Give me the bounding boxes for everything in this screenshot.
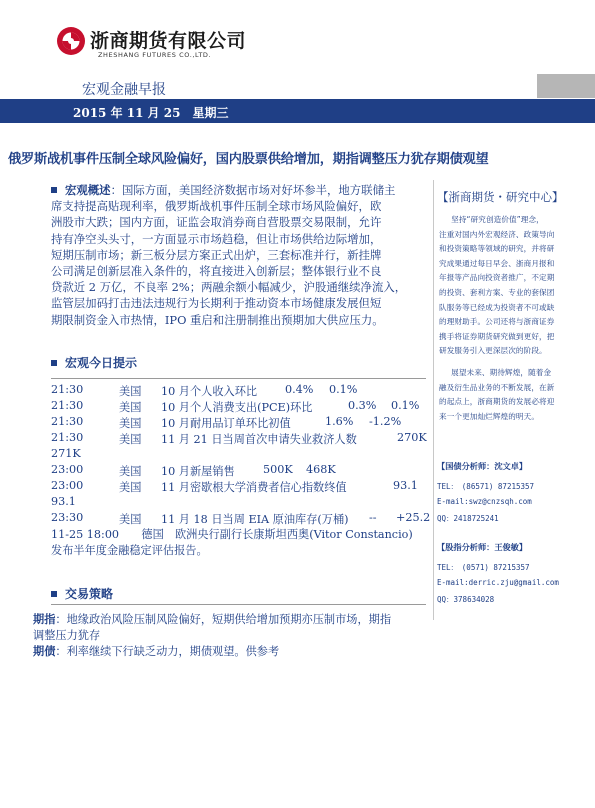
macro-overview [51, 182, 426, 328]
overview-line: 持有净空头头寸，一方面显示市场趋稳，但让市场供给边际增加， [51, 231, 382, 246]
analyst-contact-2 [437, 542, 595, 602]
analyst-heading: 【国债分析师：沈文卓】 [437, 461, 528, 471]
analyst-heading: 【股指分析师：王俊敏】 [437, 542, 528, 552]
overview-line: 席支持提高贴现利率，俄罗斯战机事件压制全球市场风险偏好，欧 [51, 199, 382, 214]
overview-line: 短期压制市场；新三板分层方案正式出炉，三套标准并行，新挂牌 [51, 247, 382, 262]
section-divider [51, 378, 426, 379]
strategy-section-title: 交易策略 [51, 585, 113, 602]
overview-line: 公司满足创新层准入条件的，将直接进入创新层；整体银行业不良 [51, 264, 382, 279]
report-type: 宏观金融早报 [82, 82, 166, 98]
calendar-extra-line: 发布半年度金融稳定评估报告。 [51, 544, 208, 557]
header-gray-block [537, 74, 595, 98]
strategy-index: 期指：地缘政治风险压制风险偏好，短期供给增加预期亦压制市场，期指 调整压力犹存 [33, 613, 392, 642]
analyst-qq: QQ：2418725241 [437, 514, 499, 523]
today-section-title: 宏观今日提示 [51, 354, 137, 371]
calendar-extra-line: 11-25 18:00 德国 欧洲央行副行长康斯坦西奥(Vitor Constancio) [51, 528, 413, 541]
overview-lead: 宏观概述 [65, 183, 111, 197]
sidebar-divider [433, 180, 434, 620]
page-headline: 俄罗斯战机事件压制全球风险偏好，国内股票供给增加，期指调整压力犹存期债观望 [8, 152, 489, 167]
bullet-icon [51, 360, 57, 366]
strategy-bond-label: 期债 [33, 645, 56, 658]
calendar-list: 21:30 美国 10 月个人收入环比 0.4% 0.1% 21:30 美国 10 月个人消费支出(PCE)环比 0.3% 0.1% 21:30 美国 10 月耐用品订单环比初值 1.6% -1.2% 21:30 美国 11 月 21 日当周首次申请失业救济人数 270K 271K 23:00 美国 10 月新屋销售 500K 468K 23:00 美国 11 月密歇根大学消费者信心指数终值 93.1 93.1 23:30 美国 11 月 18 日当周 EIA 原油库存(万桶) -- +25.2 11-25 18:00 德国 欧洲央行副行长康斯坦西奥(Vitor Constancio) 发布半年度金融稳定评估报告。 [51, 383, 451, 553]
report-date: 2015 年 11 月 25 星期三 [73, 106, 229, 120]
overview-line: 宏观概述：国际方面，美国经济数据市场对好坏参半，地方联储主 [51, 182, 426, 198]
company-logo [56, 26, 256, 66]
section-divider [51, 604, 426, 605]
company-name-en: ZHESHANG FUTURES CO.,LTD. [98, 51, 212, 59]
overview-line: 期限制资金入市热情，IPO 重启和注册制推出预期加大供应压力。 [51, 312, 384, 327]
sidebar-intro: 坚持“研究创造价值”理念， 注重对国内外宏观经济、政策导向 和投资策略等领域的研究，并将研 究成果通过每日早会、浙商月报和 年报等产品向投资者推广，不定期 的投资、套利方案、专业的套保团 队服务等已经成为投资者不可或缺 的理财助手。公司还将与浙商证券 携手将证券期货研究做到更好，把 研发服务引入更深层次的阶段。 [439, 215, 555, 356]
analyst-email[interactable]: E-mail:swz@cnzsqh.com [437, 497, 532, 506]
strategy-bond: 期债：利率继续下行缺乏动力，期债观望。供参考 [33, 645, 280, 658]
sidebar-outlook: 展望未来、期待辉煌，随着金 融及衍生品业务的不断发展，在新 的起点上，浙商期货的发展必将迎 来一个更加灿烂辉煌的明天。 [439, 368, 555, 421]
bullet-icon [51, 187, 57, 193]
analyst-tel: TEL： (86571) 87215357 [437, 482, 535, 491]
sidebar-title: 【浙商期货・研究中心】 [437, 190, 564, 204]
analyst-contact-1 [437, 461, 595, 521]
analyst-email[interactable]: E-mail:derric.zju@gmail.com [437, 578, 559, 587]
overview-line: 贷款近 2 万亿，不良率 2%；两融余额小幅减少，沪股通继续净流入， [51, 280, 407, 295]
company-name-cn: 浙商期货有限公司 [90, 30, 247, 52]
bullet-icon [51, 591, 57, 597]
analyst-qq: QQ：378634028 [437, 595, 495, 604]
zheshang-logo-icon [56, 26, 86, 56]
strategy-index-label: 期指 [33, 613, 56, 626]
overview-line: 洲股市大跌；国内方面，证监会取消券商自营股票交易限制，允许 [51, 215, 382, 230]
overview-line: 监管层加码打击违法违规行为长期利于推动资本市场健康发展但短 [51, 296, 382, 311]
analyst-tel: TEL： (0571) 87215357 [437, 563, 530, 572]
